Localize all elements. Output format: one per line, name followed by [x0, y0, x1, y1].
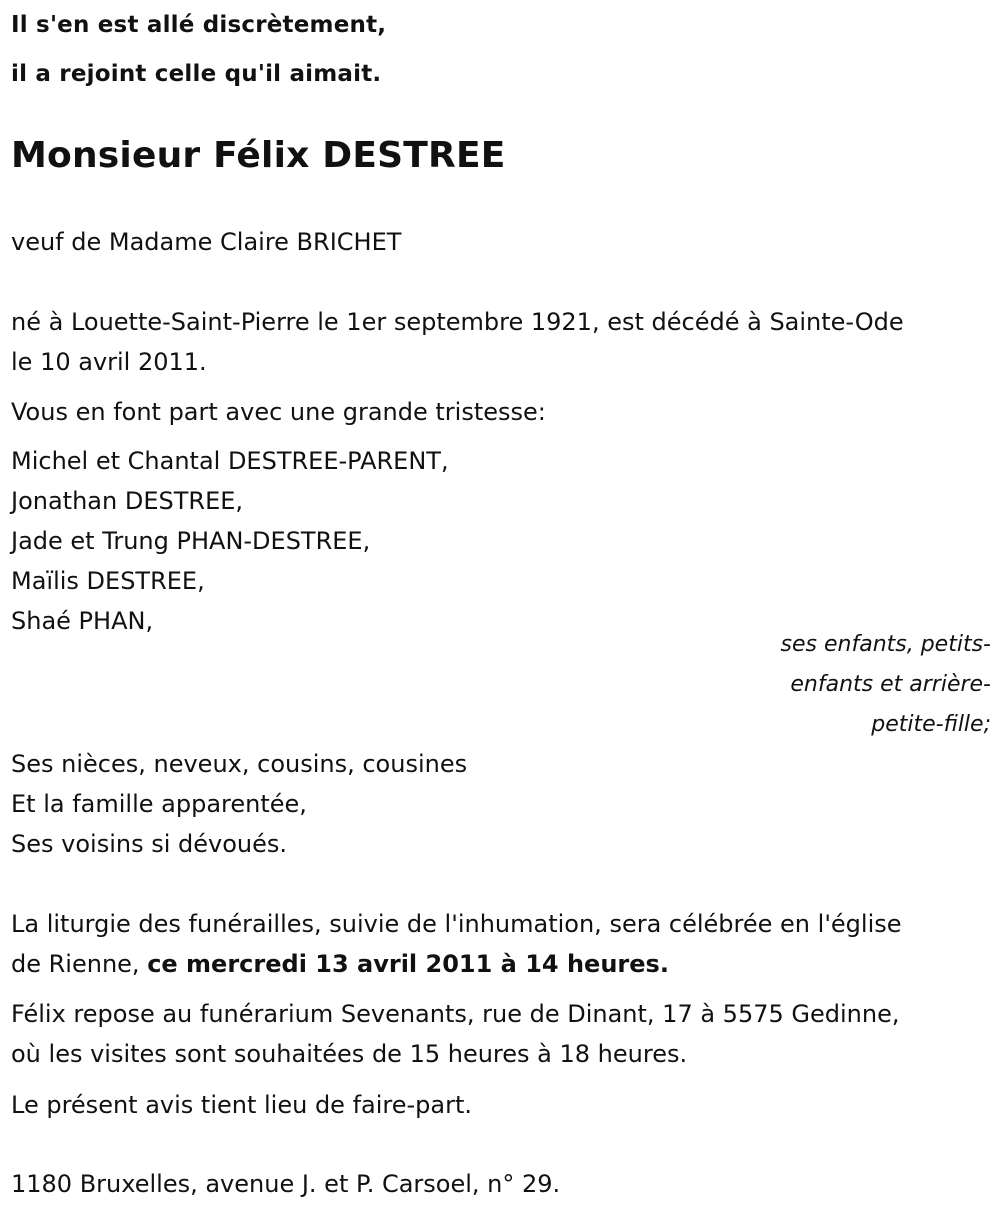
family-member: Michel et Chantal DESTREE-PARENT, [11, 447, 449, 475]
family-member: Shaé PHAN, [11, 607, 154, 635]
deceased-name: Monsieur Félix DESTREE [11, 135, 506, 176]
birth-death-line-2: le 10 avril 2011. [11, 348, 207, 376]
family-address: 1180 Bruxelles, avenue J. et P. Carsoel, n° 29. [11, 1170, 561, 1198]
family-member: Jonathan DESTREE, [11, 487, 244, 515]
family-relation-line: enfants et arrière- [790, 672, 991, 697]
family-member: Jade et Trung PHAN-DESTREE, [11, 527, 371, 555]
family-relation-line: petite-fille; [871, 712, 991, 737]
relatives-item: Et la famille apparentée, [11, 790, 307, 818]
family-relation-line: ses enfants, petits- [780, 632, 991, 657]
family-list [11, 441, 449, 641]
widow-of: veuf de Madame Claire BRICHET [11, 228, 402, 256]
intro-line-2: il a rejoint celle qu'il aimait. [11, 61, 382, 87]
liturgy-location: de Rienne, [11, 950, 148, 978]
liturgy-line-2 [11, 944, 669, 984]
funeral-home-line-1: Félix repose au funérarium Sevenants, rue de Dinant, 17 à 5575 Gedinne, [11, 1000, 900, 1028]
liturgy-date-time: ce mercredi 13 avril 2011 à 14 heures. [147, 950, 669, 978]
notice-text: Le présent avis tient lieu de faire-part. [11, 1091, 473, 1119]
birth-death-line-1: né à Louette-Saint-Pierre le 1er septembre 1921, est décédé à Sainte-Ode [11, 308, 904, 336]
relatives-item: Ses nièces, neveux, cousins, cousines [11, 750, 468, 778]
relatives-item: Ses voisins si dévoués. [11, 830, 287, 858]
relatives-list [11, 744, 467, 864]
family-member: Maïlis DESTREE, [11, 567, 205, 595]
funeral-home-line-2: où les visites sont souhaitées de 15 heures à 18 heures. [11, 1040, 688, 1068]
intro-line-1: Il s'en est allé discrètement, [11, 12, 387, 38]
liturgy-line-1: La liturgie des funérailles, suivie de l'inhumation, sera célébrée en l'église [11, 910, 902, 938]
announcement: Vous en font part avec une grande tristesse: [11, 398, 546, 426]
family-relation [691, 625, 991, 745]
